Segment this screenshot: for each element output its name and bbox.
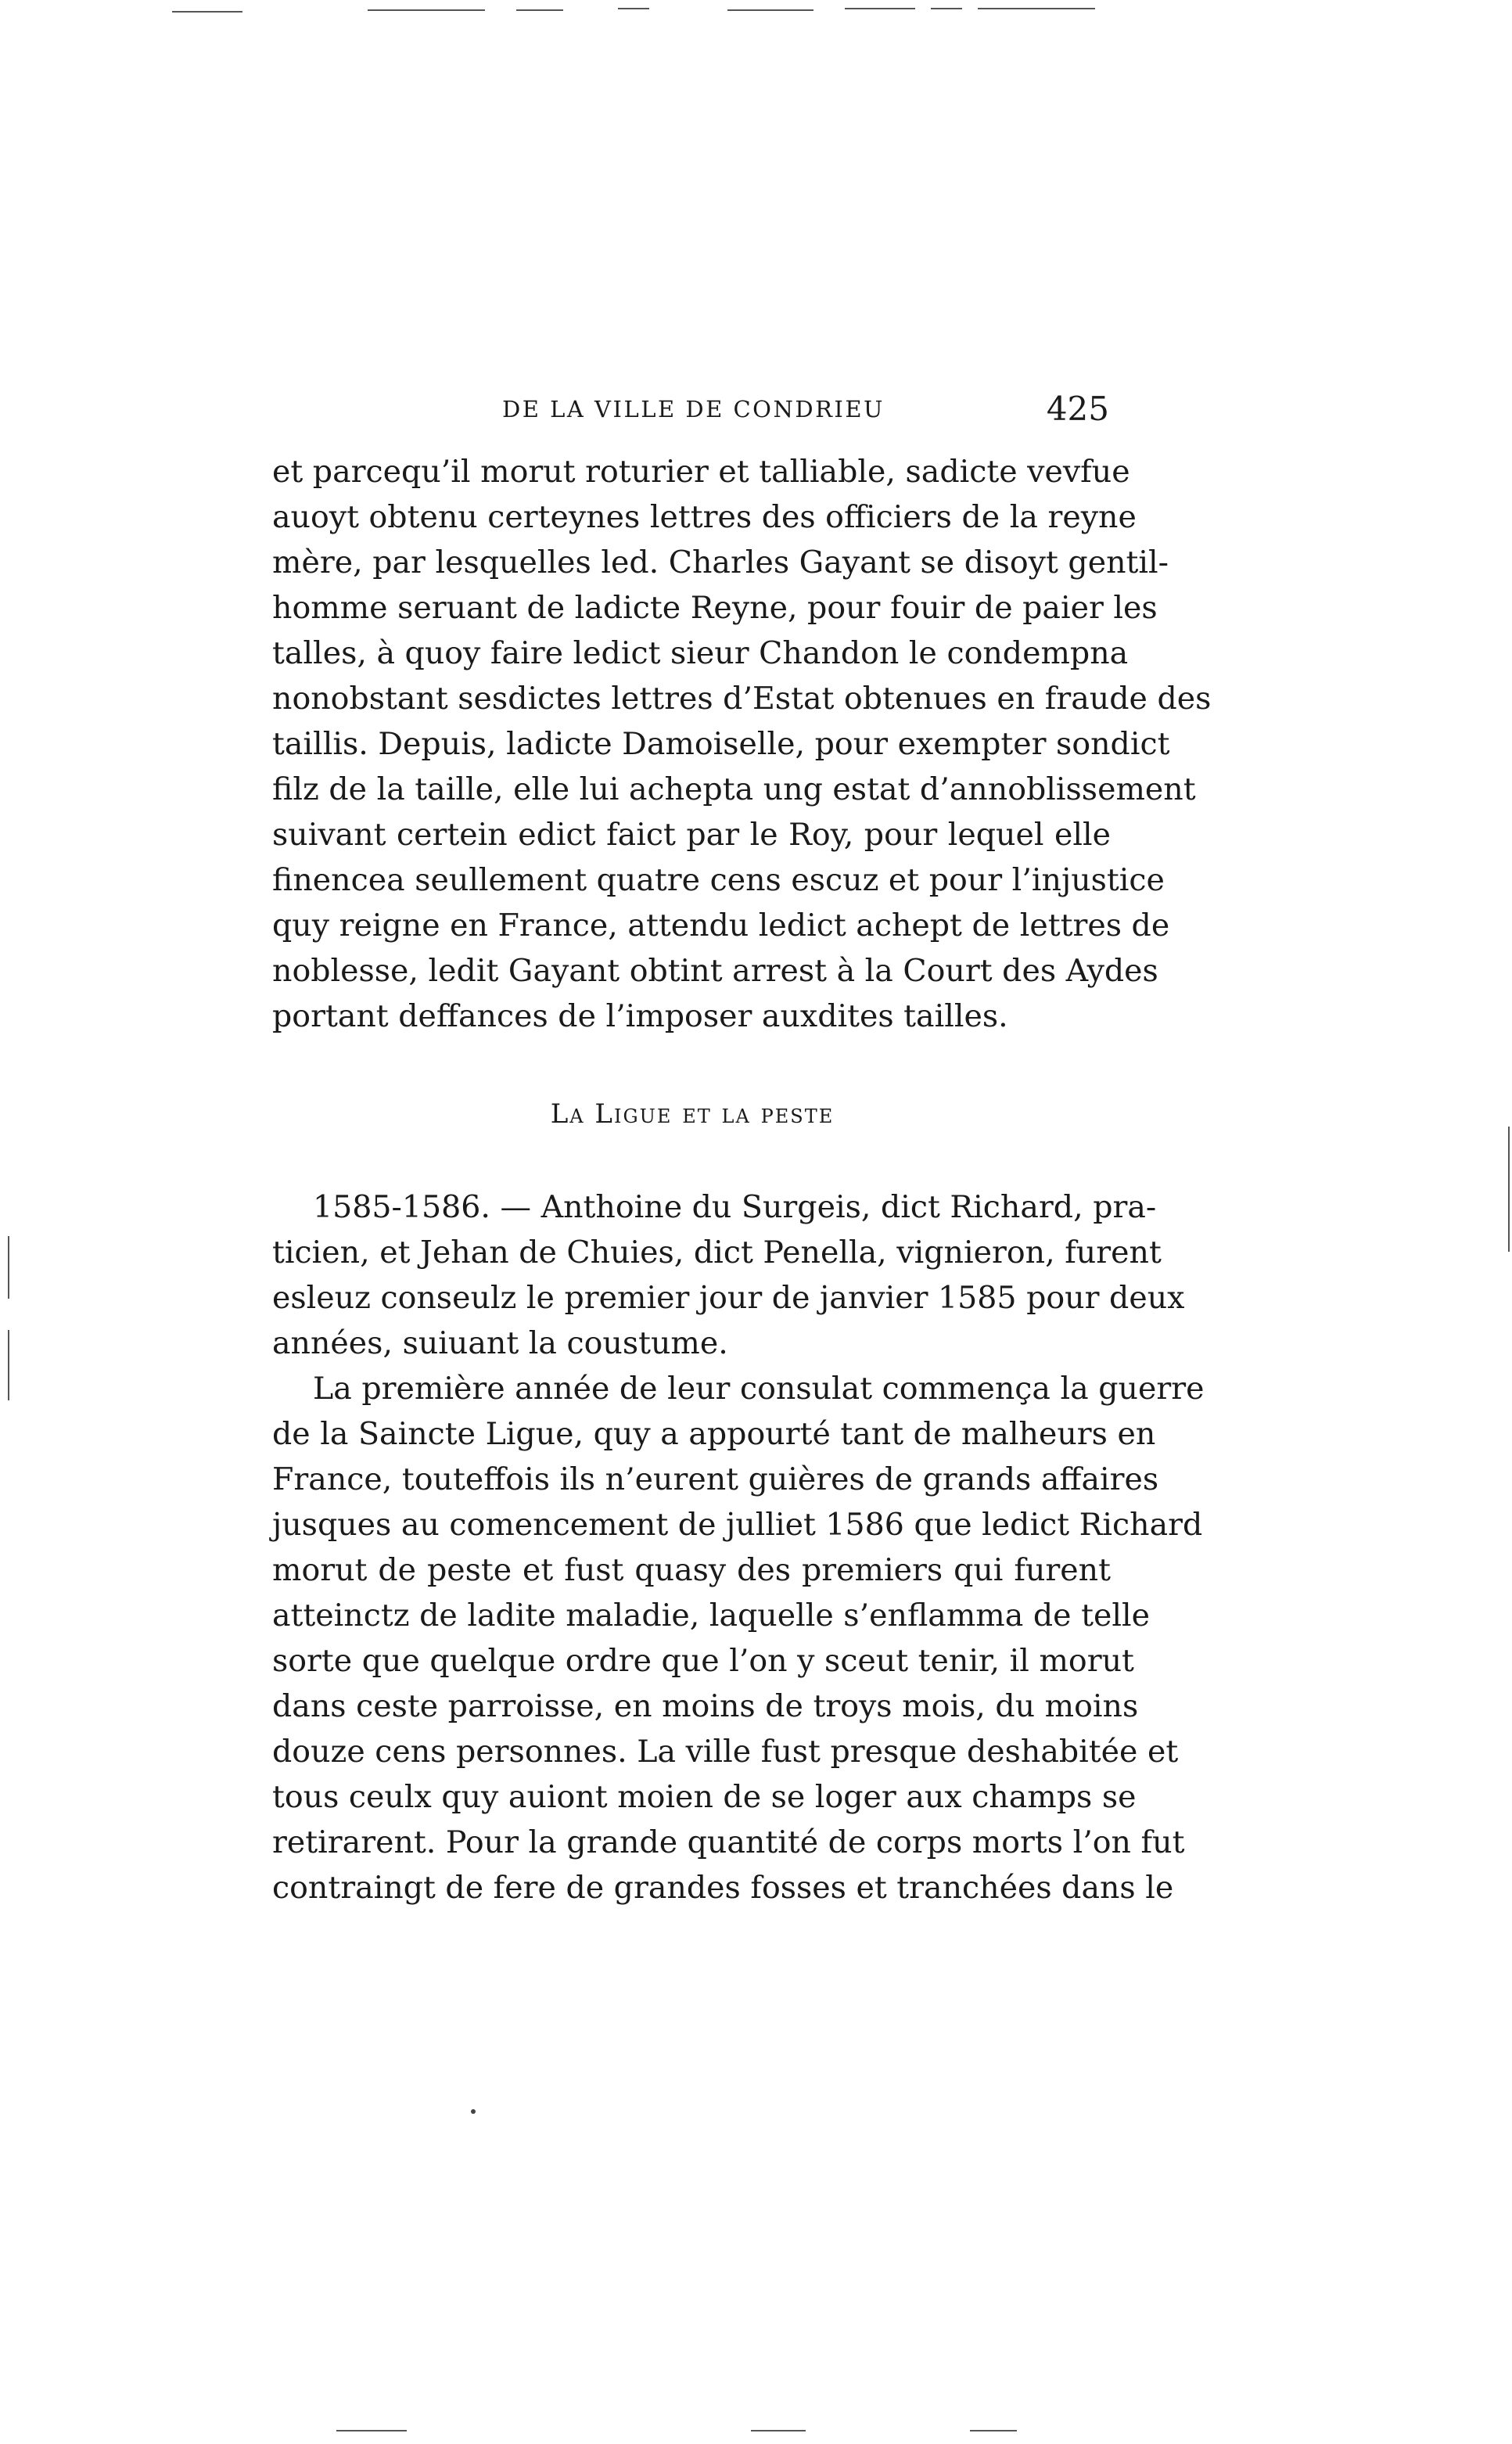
- text-line: sorte que quelque ordre que l’on y sceut tenir, il morut: [272, 1643, 1134, 1679]
- text-line: de la Saincte Ligue, quy a appourté tant de malheurs en: [272, 1416, 1156, 1452]
- text-line: filz de la taille, elle lui achepta ung estat d’annoblissement: [272, 771, 1196, 807]
- text-line: morut de peste et fust quasy des premiers qui furent: [272, 1552, 1111, 1588]
- text-line: 1585-1586. — Anthoine du Surgeis, dict Richard, pra-: [313, 1189, 1157, 1225]
- scan-edge-line: [751, 2430, 806, 2431]
- text-line: talles, à quoy faire ledict sieur Chandon le condempna: [272, 635, 1129, 671]
- text-line: dans ceste parroisse, en moins de troys mois, du moins: [272, 1688, 1139, 1724]
- text-line: nonobstant sesdictes lettres d’Estat obtenues en fraude des: [272, 681, 1212, 717]
- page-number: 425: [1046, 390, 1109, 428]
- text-line: auoyt obtenu certeynes lettres des officiers de la reyne: [272, 499, 1137, 535]
- scan-edge-line: [336, 2430, 407, 2431]
- text-line: douze cens personnes. La ville fust presque deshabitée et: [272, 1734, 1179, 1770]
- text-line: taillis. Depuis, ladicte Damoiselle, pour exempter sondict: [272, 726, 1170, 762]
- scan-edge-line: [970, 2430, 1017, 2431]
- text-line: homme seruant de ladicte Reyne, pour fouir de paier les: [272, 590, 1158, 626]
- text-line: quy reigne en France, attendu ledict achept de lettres de: [272, 908, 1170, 943]
- text-line: années, suiuant la coustume.: [272, 1325, 728, 1361]
- section-title: La Ligue et la peste: [550, 1098, 835, 1130]
- text-line: retirarent. Pour la grande quantité de corps morts l’on fut: [272, 1824, 1185, 1860]
- text-line: et parcequ’il morut roturier et talliable, sadicte vevfue: [272, 454, 1130, 490]
- text-line: contraingt de fere de grandes fosses et tranchées dans le: [272, 1870, 1174, 1906]
- text-line: jusques au comencement de julliet 1586 que ledict Richard: [272, 1507, 1203, 1543]
- text-line: finencea seullement quatre cens escuz et pour l’injustice: [272, 862, 1165, 898]
- scan-edge-line: [618, 8, 649, 9]
- text-line: La première année de leur consulat commença la guerre: [313, 1371, 1205, 1407]
- scan-edge-line: [727, 9, 813, 11]
- text-line: atteinctz de ladite maladie, laquelle s’enflamma de telle: [272, 1598, 1150, 1634]
- scan-edge-line: [845, 8, 915, 9]
- scan-edge-line: [1508, 1127, 1510, 1252]
- running-head: DE LA VILLE DE CONDRIEU: [502, 396, 885, 422]
- scan-edge-line: [8, 1236, 9, 1299]
- text-line: ticien, et Jehan de Chuies, dict Penella, vignieron, furent: [272, 1235, 1162, 1271]
- scan-speck: [471, 2109, 476, 2114]
- scan-edge-line: [368, 9, 485, 11]
- text-line: esleuz conseulz le premier jour de janvier 1585 pour deux: [272, 1280, 1185, 1316]
- scan-edge-line: [172, 11, 242, 13]
- text-line: portant deffances de l’imposer auxdites tailles.: [272, 998, 1008, 1034]
- text-line: mère, par lesquelles led. Charles Gayant se disoyt gentil-: [272, 545, 1169, 580]
- scan-edge-line: [8, 1330, 9, 1400]
- page-header: [275, 390, 1109, 437]
- scan-edge-line: [516, 9, 563, 11]
- text-line: France, touteffois ils n’eurent guières de grands affaires: [272, 1461, 1159, 1497]
- text-line: noblesse, ledit Gayant obtint arrest à la Court des Aydes: [272, 953, 1158, 989]
- scan-edge-line: [931, 8, 962, 9]
- scan-edge-line: [978, 8, 1095, 9]
- text-line: suivant certein edict faict par le Roy, pour lequel elle: [272, 817, 1111, 853]
- text-line: tous ceulx quy auiont moien de se loger aux champs se: [272, 1779, 1137, 1815]
